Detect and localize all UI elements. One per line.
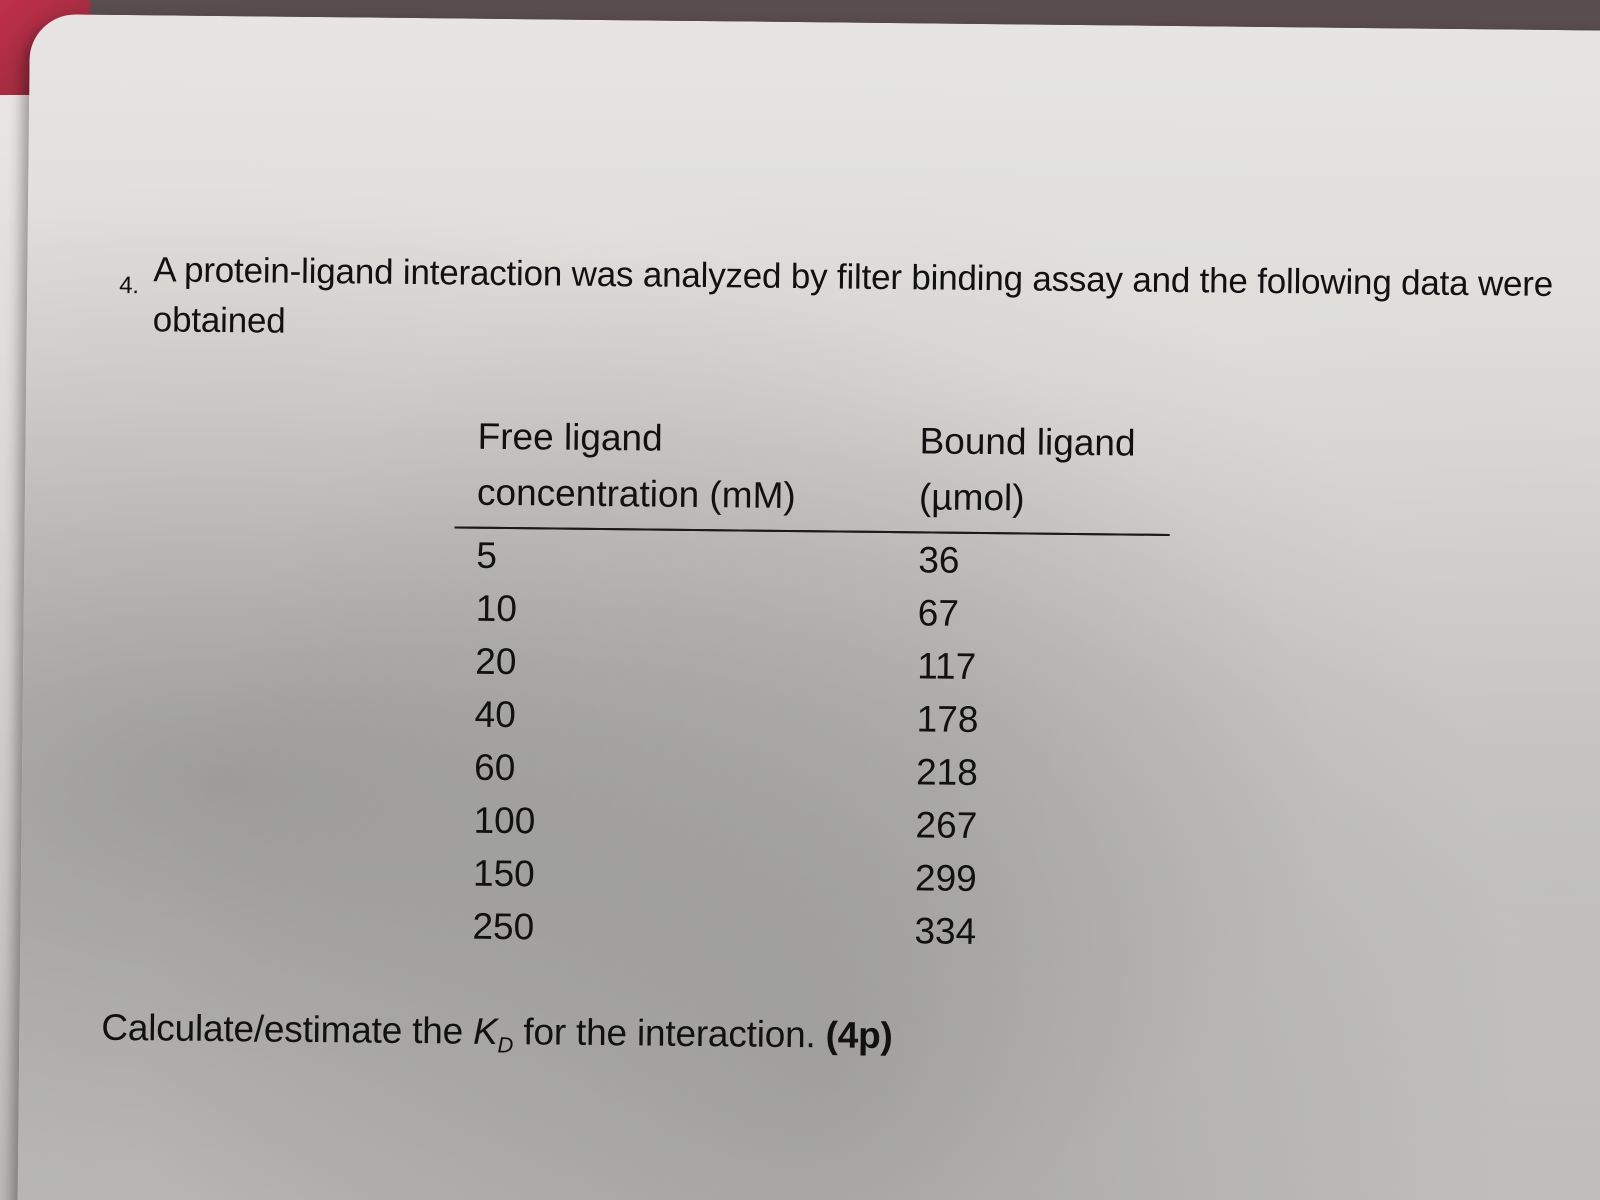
header-bound-ligand-line2: (µmol) — [918, 476, 1025, 519]
kd-symbol: K — [472, 1010, 498, 1052]
exam-page — [17, 14, 1600, 1200]
task-prefix: Calculate/estimate the — [101, 1006, 474, 1052]
question-text: A protein-ligand interaction was analyzed by filter binding assay and the following data were obtained — [152, 250, 1554, 341]
free-ligand-cell: 150 — [472, 852, 535, 894]
table-row — [451, 793, 1167, 853]
header-free-ligand-line1: Free ligand — [477, 415, 663, 459]
table-row — [454, 581, 1170, 641]
bound-ligand-cell: 117 — [917, 644, 977, 687]
table-row — [454, 527, 1170, 588]
bound-ligand-cell: 67 — [917, 591, 960, 634]
page-content — [60, 14, 1560, 1058]
header-free-ligand — [455, 408, 898, 532]
table-row — [450, 899, 1166, 959]
bound-ligand-cell: 36 — [918, 538, 960, 581]
table-row — [452, 740, 1168, 800]
kd-subscript: D — [497, 1032, 514, 1058]
free-ligand-cell: 40 — [474, 693, 517, 735]
bound-ligand-cell: 334 — [914, 909, 977, 952]
question-4 — [119, 245, 1600, 341]
binding-data-table — [450, 408, 1171, 959]
bound-ligand-cell: 218 — [915, 750, 979, 793]
header-bound-ligand-line1: Bound ligand — [919, 420, 1136, 464]
free-ligand-cell: 100 — [473, 799, 536, 841]
table-row — [453, 634, 1169, 694]
header-free-ligand-line2: concentration (mM) — [476, 471, 796, 517]
free-ligand-cell: 60 — [473, 746, 516, 788]
free-ligand-cell: 10 — [475, 587, 518, 629]
bound-ligand-cell: 299 — [914, 856, 977, 899]
bound-ligand-cell: 267 — [915, 803, 978, 846]
task-points: (4p) — [825, 1014, 893, 1057]
table-row — [451, 846, 1167, 906]
free-ligand-cell: 20 — [475, 640, 517, 682]
bound-ligand-cell: 178 — [916, 697, 979, 740]
table-header-row — [455, 408, 1171, 534]
task-instruction — [101, 1007, 893, 1063]
header-bound-ligand — [897, 413, 1171, 535]
question-number: 4. — [119, 271, 139, 300]
table-row — [452, 687, 1168, 747]
task-suffix: for the interaction. — [513, 1011, 826, 1056]
free-ligand-cell: 5 — [476, 534, 498, 576]
free-ligand-cell: 250 — [472, 905, 535, 947]
